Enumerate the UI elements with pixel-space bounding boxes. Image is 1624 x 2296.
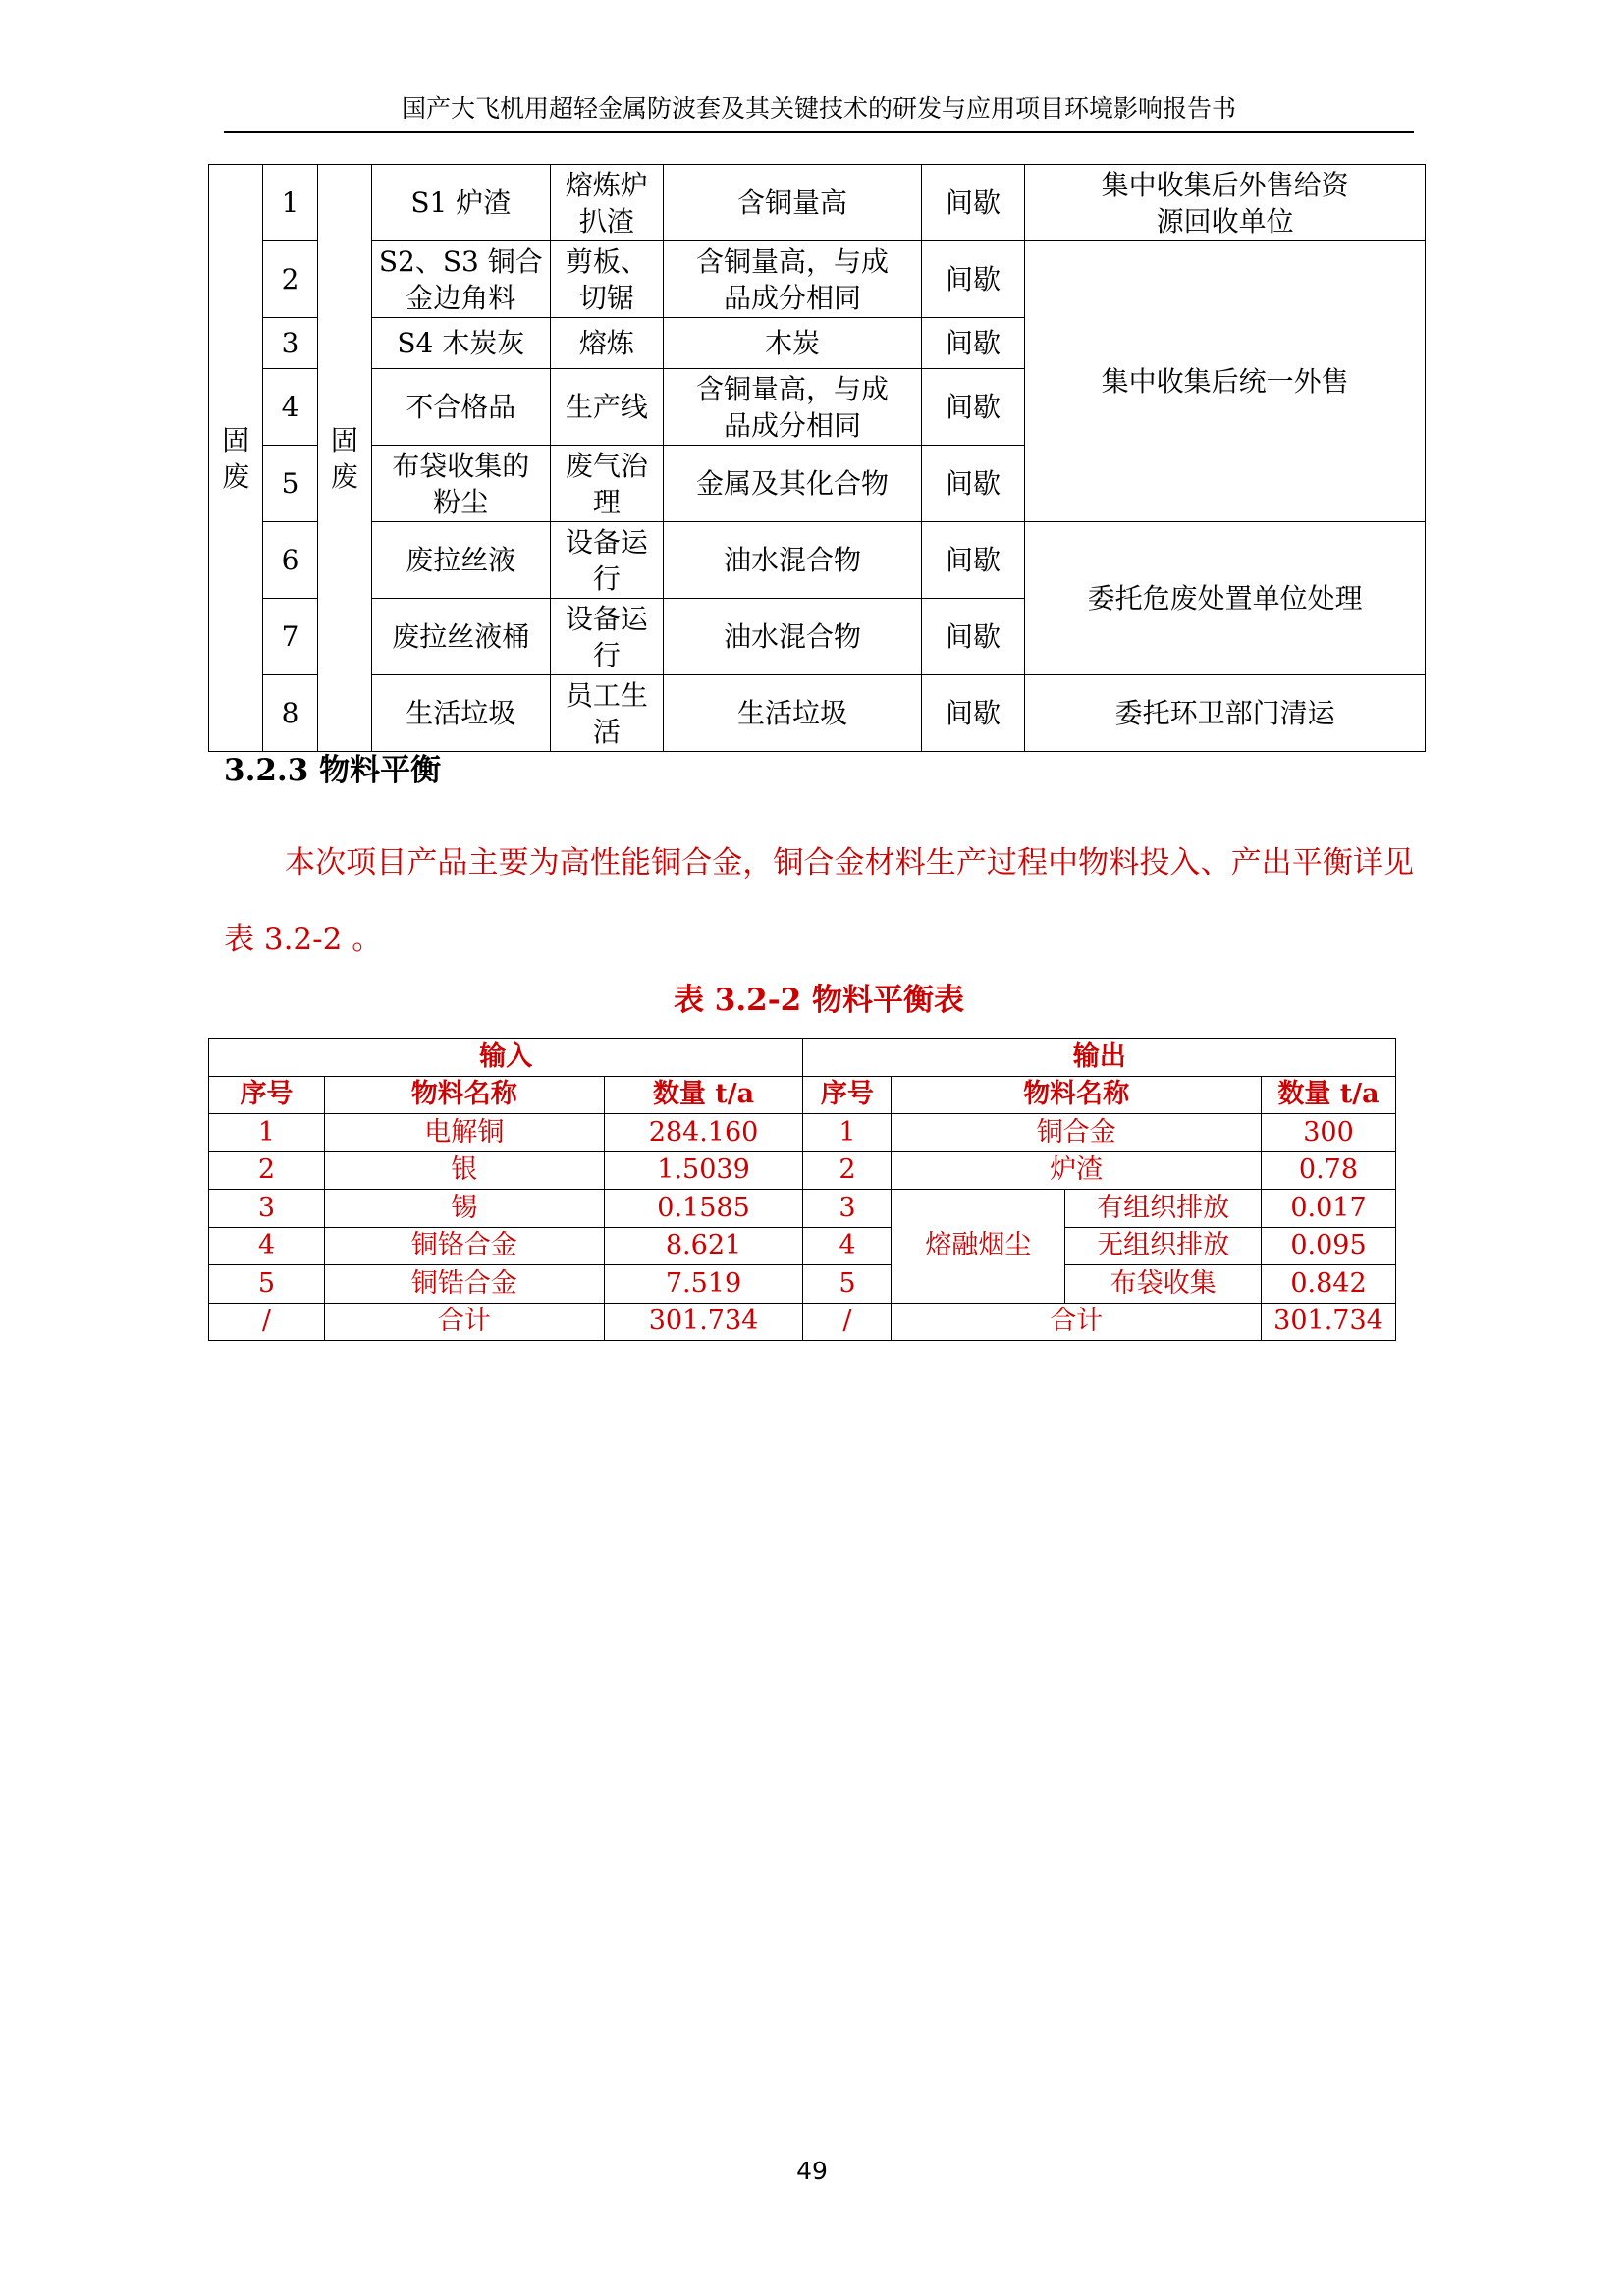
output-no: 1 [803,1114,892,1152]
table-row [209,241,1426,318]
input-name: 电解铜 [324,1114,604,1152]
output-name: 有组织排放 [1065,1190,1262,1228]
column-header-qty: 数量 t/a [1261,1076,1395,1114]
discharge-mode: 间歇 [921,446,1024,522]
waste-composition: 生活垃圾 [664,675,922,752]
disposal-method: 委托环卫部门清运 [1025,675,1426,752]
column-header-qty: 数量 t/a [604,1076,803,1114]
waste-name: 废拉丝液 [372,522,551,599]
discharge-mode: 间歇 [921,522,1024,599]
category-cell: 固 废 [209,165,263,752]
input-name: 银 [324,1151,604,1190]
input-no: 4 [209,1227,325,1265]
output-no: 4 [803,1227,892,1265]
input-qty: 284.160 [604,1114,803,1152]
page-header-title: 国产大飞机用超轻金属防波套及其关键技术的研发与应用项目环境影响报告书 [401,94,1236,123]
output-qty: 0.017 [1261,1190,1395,1228]
waste-composition: 含铜量高 [664,165,922,241]
output-name: 布袋收集 [1065,1265,1262,1304]
output-qty: 0.842 [1261,1265,1395,1304]
table-caption: 表 3.2-2 物料平衡表 [674,983,964,1018]
output-name: 铜合金 [892,1114,1262,1152]
total-label: 合计 [892,1303,1262,1341]
table-row [209,1227,1396,1265]
discharge-mode: 间歇 [921,165,1024,241]
total-input-qty: 301.734 [604,1303,803,1341]
output-header: 输出 [803,1039,1396,1077]
table-row [209,1114,1396,1152]
input-qty: 0.1585 [604,1190,803,1228]
waste-composition: 含铜量高，与成 品成分相同 [664,369,922,446]
output-no: 2 [803,1151,892,1190]
input-no: 1 [209,1114,325,1152]
disposal-method: 集中收集后统一外售 [1025,241,1426,522]
total-no: / [209,1303,325,1341]
output-name: 无组织排放 [1065,1227,1262,1265]
input-name: 铜铬合金 [324,1227,604,1265]
table-row [209,675,1426,752]
discharge-mode: 间歇 [921,675,1024,752]
output-no: 5 [803,1265,892,1304]
waste-composition: 木炭 [664,318,922,369]
input-name: 铜锆合金 [324,1265,604,1304]
column-header-name: 物料名称 [324,1076,604,1114]
page-number: 49 [796,2157,828,2185]
table-row [209,1265,1396,1304]
waste-name: 布袋收集的 粉尘 [372,446,551,522]
waste-name: S2、S3 铜合 金边角料 [372,241,551,318]
waste-composition: 油水混合物 [664,599,922,675]
row-number: 4 [263,369,317,446]
body-paragraph: 本次项目产品主要为高性能铜合金，铜合金材料生产过程中物料投入、产出平衡详见表 3.2-2 。 [224,845,1414,957]
waste-source: 员工生 活 [550,675,664,752]
disposal-method: 集中收集后外售给资 源回收单位 [1025,165,1426,241]
row-number: 2 [263,241,317,318]
solid-waste-table [208,164,1426,752]
row-number: 3 [263,318,317,369]
input-header: 输入 [209,1039,803,1077]
output-qty: 300 [1261,1114,1395,1152]
waste-name: 废拉丝液桶 [372,599,551,675]
output-qty: 0.095 [1261,1227,1395,1265]
input-qty: 7.519 [604,1265,803,1304]
row-number: 6 [263,522,317,599]
row-number: 8 [263,675,317,752]
row-number: 1 [263,165,317,241]
waste-source: 废气治 理 [550,446,664,522]
total-output-qty: 301.734 [1261,1303,1395,1341]
waste-source: 设备运 行 [550,599,664,675]
input-name: 锡 [324,1190,604,1228]
input-no: 5 [209,1265,325,1304]
table-row [209,1039,1396,1077]
row-number: 5 [263,446,317,522]
column-header-no: 序号 [209,1076,325,1114]
waste-name: S4 木炭灰 [372,318,551,369]
table-row [209,1151,1396,1190]
table-row [209,1303,1396,1341]
total-no: / [803,1303,892,1341]
total-label: 合计 [324,1303,604,1341]
discharge-mode: 间歇 [921,369,1024,446]
output-name: 炉渣 [892,1151,1262,1190]
table-row [209,522,1426,599]
table-row [209,1076,1396,1114]
waste-name: 生活垃圾 [372,675,551,752]
discharge-mode: 间歇 [921,318,1024,369]
dust-group-label: 熔融烟尘 [892,1190,1065,1304]
disposal-method: 委托危废处置单位处理 [1025,522,1426,675]
section-heading: 3.2.3 物料平衡 [224,753,442,788]
table-row [209,165,1426,241]
waste-composition: 油水混合物 [664,522,922,599]
header-rule [224,131,1414,133]
input-qty: 8.621 [604,1227,803,1265]
waste-source: 熔炼 [550,318,664,369]
waste-composition: 含铜量高，与成 品成分相同 [664,241,922,318]
row-number: 7 [263,599,317,675]
input-no: 3 [209,1190,325,1228]
table-row [209,1190,1396,1228]
column-header-name: 物料名称 [892,1076,1262,1114]
discharge-mode: 间歇 [921,599,1024,675]
output-qty: 0.78 [1261,1151,1395,1190]
waste-composition: 金属及其化合物 [664,446,922,522]
waste-source: 剪板、 切锯 [550,241,664,318]
waste-name: S1 炉渣 [372,165,551,241]
column-header-no: 序号 [803,1076,892,1114]
discharge-mode: 间歇 [921,241,1024,318]
material-balance-table [208,1038,1396,1341]
input-no: 2 [209,1151,325,1190]
input-qty: 1.5039 [604,1151,803,1190]
waste-source: 生产线 [550,369,664,446]
waste-source: 熔炼炉 扒渣 [550,165,664,241]
waste-name: 不合格品 [372,369,551,446]
waste-source: 设备运 行 [550,522,664,599]
output-no: 3 [803,1190,892,1228]
subcategory-cell: 固 废 [317,165,371,752]
